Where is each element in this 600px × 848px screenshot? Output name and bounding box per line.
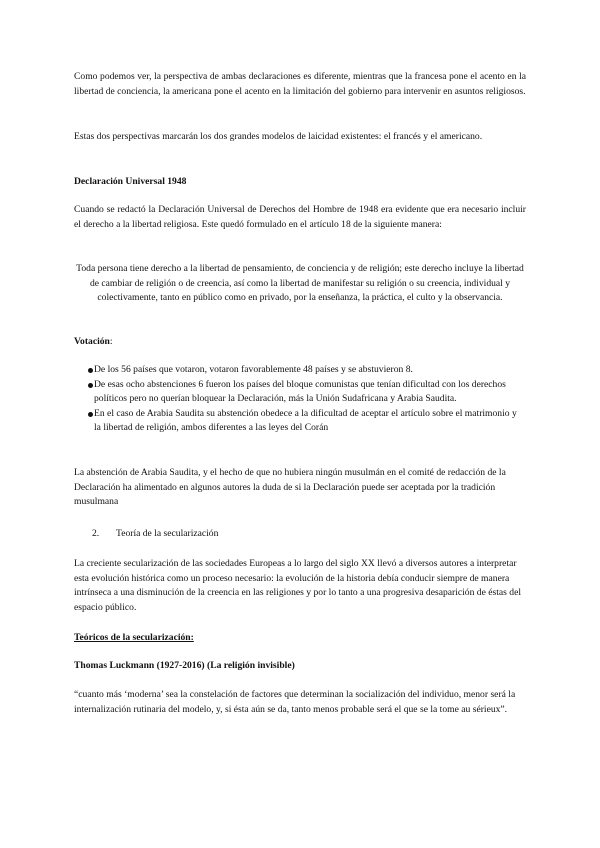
numbered-heading-secularizacion: [92, 527, 526, 542]
numbered-heading-text: Teoría de la secularización: [116, 528, 219, 539]
paragraph-secularizacion: La creciente secularización de las sociedades Europeas a lo largo del siglo XX llevó a diversos autores a interpretar esta evolución histórica como un proceso necesario: la evolución de la historia debía conducir siempre de manera intrínseca a una disminución de la creencia en las religiones y por lo tanto a una progresiva desaparición de éstas del espacio público.: [74, 558, 522, 613]
paragraph-modelos-laicidad: Estas dos perspectivas marcarán los dos grandes modelos de laicidad existentes: el francés y el americano.: [74, 131, 483, 142]
list-item-text: En el caso de Arabia Saudita su abstención obedece a la dificultad de aceptar el artículo sobre el matrimonio y la libertad de religión, ambos diferentes a las leyes del Corán: [94, 407, 517, 433]
heading-declaracion-universal: Declaración Universal 1948: [74, 176, 187, 187]
list-item: [74, 407, 526, 436]
bullet-icon: [88, 412, 93, 417]
list-item: [74, 378, 526, 407]
heading-teoricos: Teóricos de la secularización:: [74, 632, 194, 643]
heading-votacion-line: [74, 335, 526, 350]
list-item: [74, 363, 526, 378]
votacion-list: [74, 363, 526, 436]
heading-votacion: Votación: [74, 336, 110, 347]
heading-luckmann: Thomas Luckmann (1927-2016) (La religión invisible): [74, 660, 295, 671]
heading-votacion-colon: :: [109, 336, 113, 347]
bullet-icon: [88, 383, 93, 388]
paragraph-arabia-saudita: La abstención de Arabia Saudita, y el hecho de que no hubiera ningún musulmán en el comité de redacción de la Declaración ha alimentado en algunos autores la duda de si la Declaración puede ser aceptada por la tradición musulmana: [74, 467, 506, 507]
numbered-heading-number: 2.: [92, 528, 100, 539]
list-item-text: De esas ocho abstenciones 6 fueron los países del bloque comunistas que tenían dificultad con los derechos políticos pero no querían bloquear la Declaración, más la Unión Sudafricana y Arabia Saudita.: [94, 378, 506, 404]
quote-articulo-18: Toda persona tiene derecho a la libertad de pensamiento, de conciencia y de religión; este derecho incluye la libertad de cambiar de religión o de creencia, así como la libertad de manifestar su religión o su creencia, individual y colectivamente, tanto en público como en privado, por la enseñanza, la práctica, el culto y la observancia.: [76, 263, 524, 303]
bullet-icon: [88, 368, 93, 373]
list-item-text: De los 56 países que votaron, votaron favorablemente 48 países y se abstuvieron 8.: [94, 364, 413, 375]
paragraph-perspectiva: Como podemos ver, la perspectiva de ambas declaraciones es diferente, mientras que la francesa pone el acento en la libertad de conciencia, la americana pone el acento en la limitación del gobierno para intervenir en asuntos religiosos.: [74, 71, 526, 97]
quote-luckmann: “cuanto más ‘moderna’ sea la constelación de factores que determinan la socialización del individuo, menor será la internalización rutinaria del modelo, y, si ésta aún se da, tanto menos probable será el que se la tome au sérieux”.: [74, 689, 516, 715]
paragraph-declaracion-1948: Cuando se redactó la Declaración Universal de Derechos del Hombre de 1948 era evidente que era necesario incluir el derecho a la libertad religiosa. Este quedó formulado en el artículo 18 de la siguiente manera:: [74, 204, 526, 230]
